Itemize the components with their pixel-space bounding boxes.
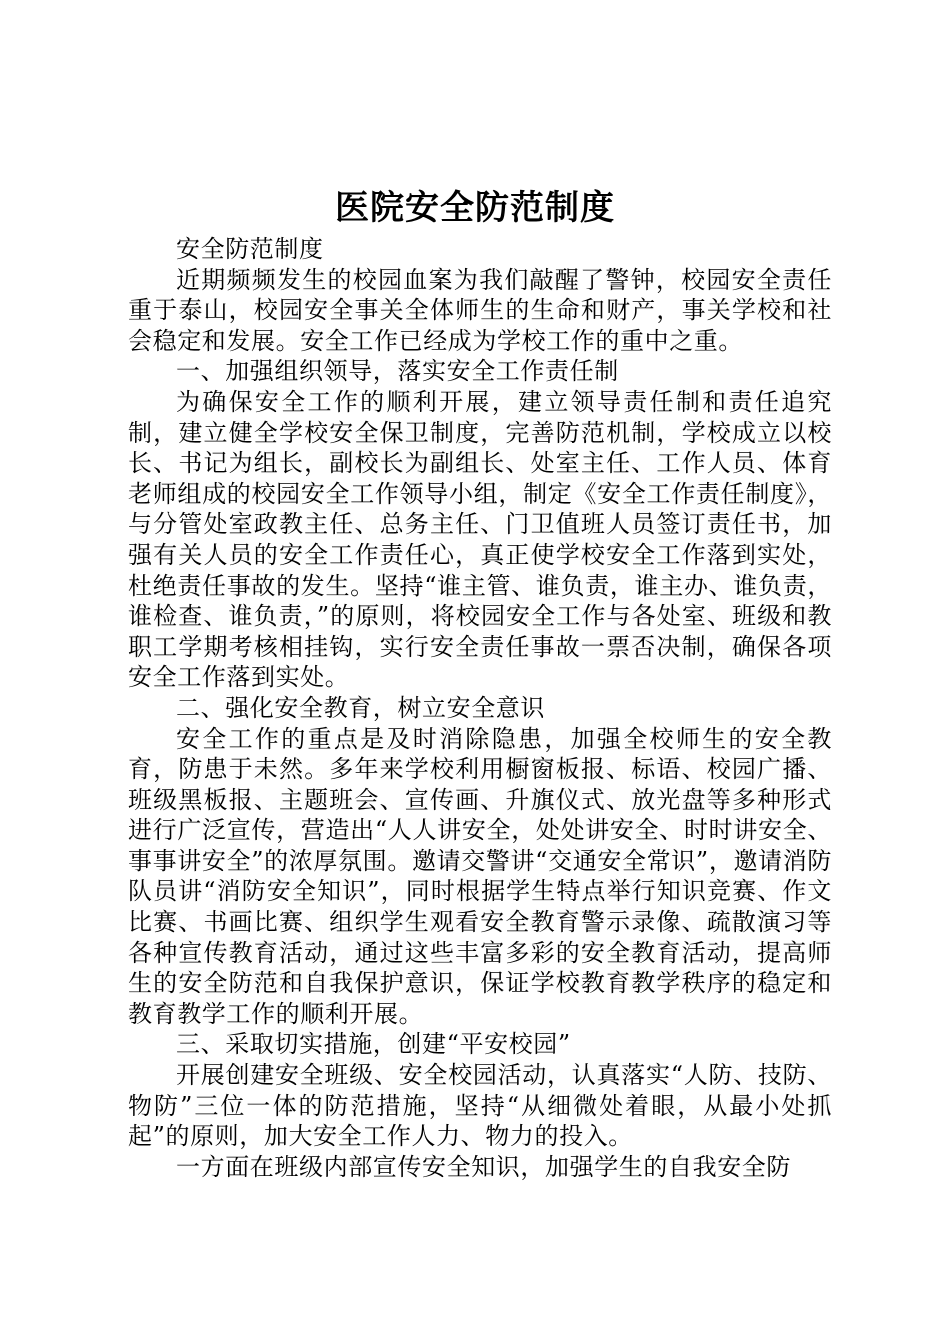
- section-heading-1: 一、加强组织领导，落实安全工作责任制: [176, 357, 619, 386]
- paragraph-section-3: 开展创建安全班级、安全校园活动，认真落实“人防、技防、物防”三位一体的防范措施，坚持“从细微处着眼，从最小处抓起”的原则，加大安全工作人力、物力的投入。: [128, 1061, 832, 1151]
- document-title: 医院安全防范制度: [335, 188, 615, 228]
- paragraph-section-1: 为确保安全工作的顺利开展，建立领导责任制和责任追究制，建立健全学校安全保卫制度，完善防范机制，学校成立以校长、书记为组长，副校长为副组长、处室主任、工作人员、体育老师组成的校园安全工作领导小组，制定《安全工作责任制度》，与分管处室政教主任、总务主任、门卫值班人员签订责任书，加强有关人员的安全工作责任心，真正使学校安全工作落到实处，杜绝责任事故的发生。坚持“谁主管、谁负责，谁主办、谁负责，谁检查、谁负责，”的原则，将校园安全工作与各处室、班级和教职工学期考核相挂钩，实行安全责任事故一票否决制，确保各项安全工作落到实处。: [128, 387, 832, 692]
- paragraph-section-3-continued: 一方面在班级内部宣传安全知识，加强学生的自我安全防: [176, 1152, 791, 1181]
- document-body: [128, 234, 832, 1182]
- section-heading-2: 二、强化安全教育，树立安全意识: [176, 693, 545, 722]
- paragraph-subtitle: 安全防范制度: [176, 235, 324, 263]
- paragraph-intro: 近期频频发生的校园血案为我们敲醒了警钟，校园安全责任重于泰山，校园安全事关全体师生的生命和财产，事关学校和社会稳定和发展。安全工作已经成为学校工作的重中之重。: [128, 265, 832, 355]
- paragraph-section-2: 安全工作的重点是及时消除隐患，加强全校师生的安全教育，防患于未然。多年来学校利用橱窗板报、标语、校园广播、班级黑板报、主题班会、宣传画、升旗仪式、放光盘等多种形式进行广泛宣传，营造出“人人讲安全，处处讲安全、时时讲安全、事事讲安全”的浓厚氛围。邀请交警讲“交通安全常识”，邀请消防队员讲“消防安全知识”，同时根据学生特点举行知识竞赛、作文比赛、书画比赛、组织学生观看安全教育警示录像、疏散演习等各种宣传教育活动，通过这些丰富多彩的安全教育活动，提高师生的安全防范和自我保护意识，保证学校教育教学秩序的稳定和教育教学工作的顺利开展。: [128, 724, 832, 1028]
- section-heading-3: 三、采取切实措施，创建“平安校园”: [176, 1030, 571, 1059]
